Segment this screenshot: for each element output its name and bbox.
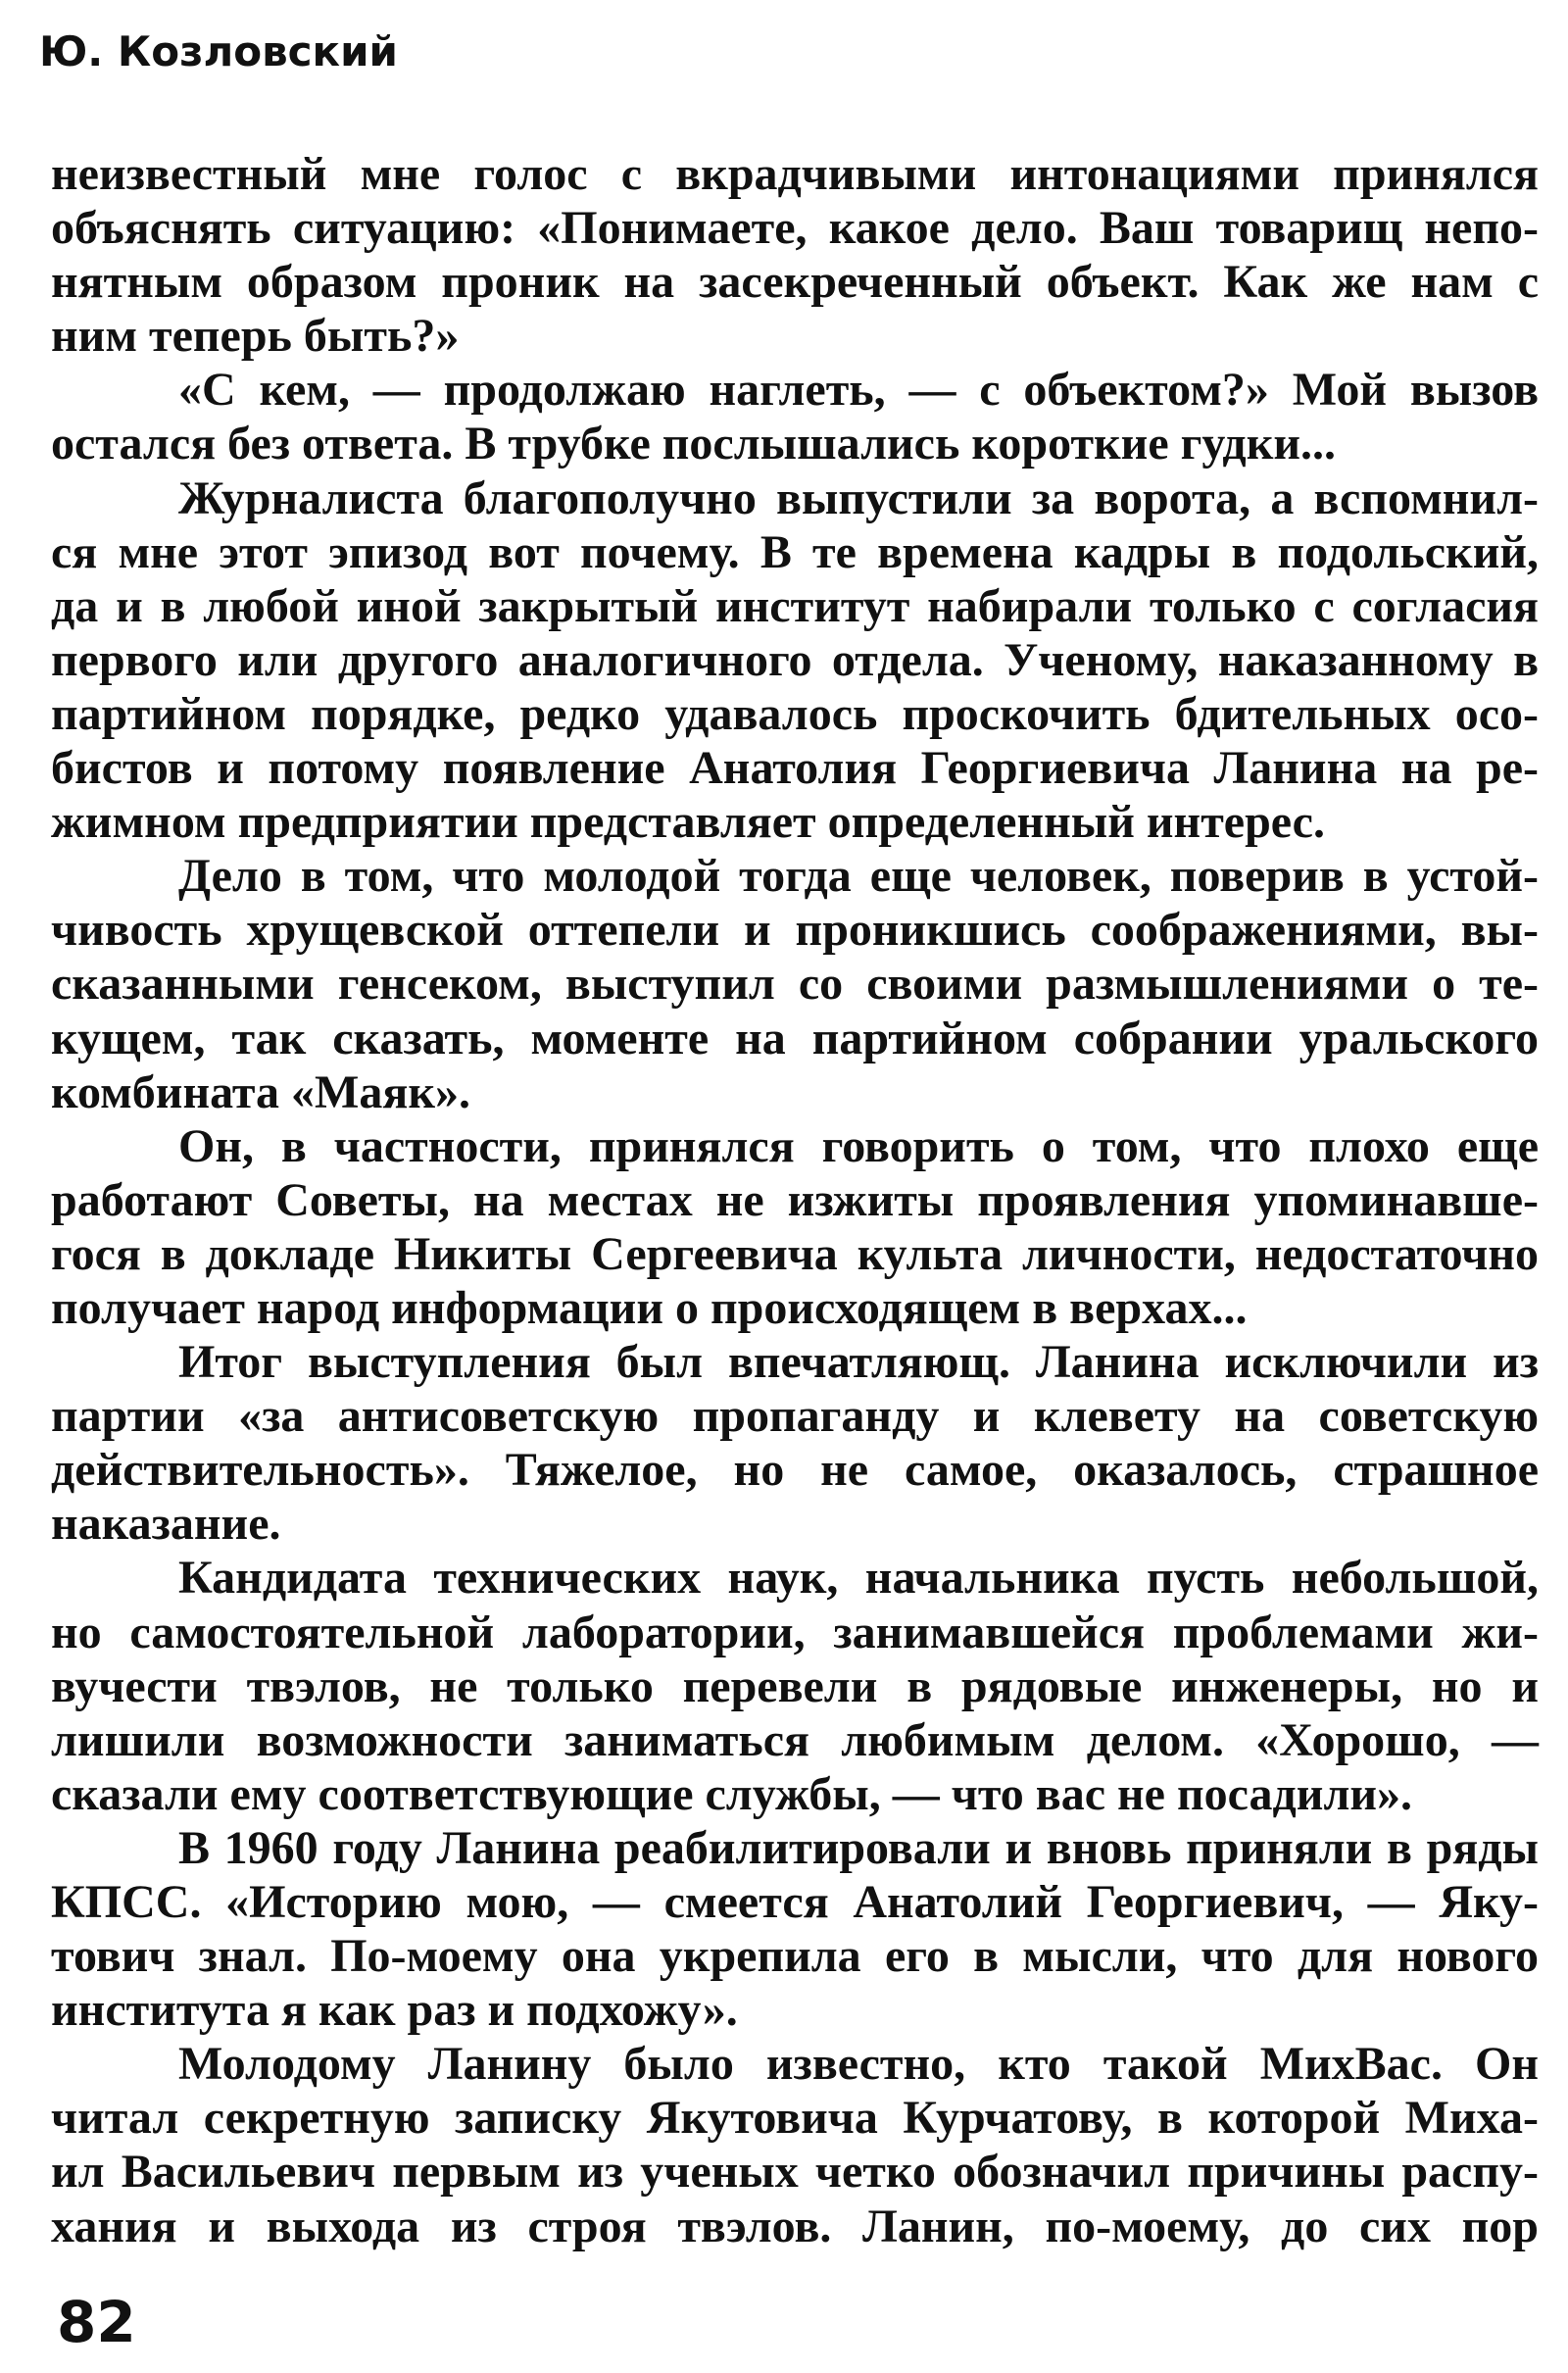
text-line: гося в докладе Никиты Сергеевича культа личности, недостаточно — [51, 1227, 1539, 1280]
text-line: партии «за антисоветскую пропаганду и клевету на советскую — [51, 1390, 1539, 1443]
text-line: КПСС. «Историю мою, — смеется Анатолий Георгиевич, — Яку- — [51, 1876, 1539, 1928]
text-line: Молодому Ланину было известно, кто такой МихВас. Он — [178, 2038, 1539, 2091]
text-line: объяснять ситуацию: «Понимаете, какое дело. Ваш товарищ непо- — [51, 202, 1539, 255]
text-line: сказанными генсеком, выступил со своими размышлениями о те- — [51, 958, 1539, 1011]
text-line: ним теперь быть?» — [51, 310, 460, 363]
text-line: получает народ информации о происходящем в верхах... — [51, 1281, 1248, 1334]
text-line: наказание. — [51, 1498, 281, 1551]
text-line: хания и выхода из строя твэлов. Ланин, по-моему, до сих пор — [51, 2200, 1539, 2252]
text-line: сказали ему соответствующие службы, — что вас не посадили». — [51, 1767, 1413, 1820]
text-line: Дело в том, что молодой тогда еще человек, поверив в устой- — [178, 850, 1539, 903]
text-line: ся мне этот эпизод вот почему. В те времена кадры в подольский, — [51, 525, 1539, 578]
text-line: Журналиста благополучно выпустили за ворота, а вспомнил- — [178, 471, 1539, 524]
text-line: остался без ответа. В трубке послышались короткие гудки... — [51, 418, 1336, 470]
text-line: Кандидата технических наук, начальника пусть небольшой, — [178, 1552, 1539, 1605]
text-line: лишили возможности заниматься любимым делом. «Хорошо, — — [51, 1713, 1539, 1766]
text-line: но самостоятельной лаборатории, занимавшейся проблемами жи- — [51, 1606, 1539, 1658]
text-line: вучести твэлов, не только перевели в рядовые инженеры, но и — [51, 1659, 1539, 1712]
text-line: да и в любой иной закрытый институт набирали только с согласия — [51, 579, 1539, 632]
text-line: жимном предприятии представляет определенный интерес. — [51, 796, 1325, 849]
body-text — [51, 147, 1539, 2253]
text-line: «С кем, — продолжаю наглеть, — с объектом?» Мой вызов — [178, 364, 1539, 417]
text-line: нятным образом проник на засекреченный объект. Как же нам с — [51, 256, 1539, 309]
text-line: первого или другого аналогичного отдела. Ученому, наказанному в — [51, 633, 1539, 686]
text-line: института я как раз и подхожу». — [51, 1984, 738, 2037]
text-line: комбината «Маяк». — [51, 1065, 470, 1118]
text-line: читал секретную записку Якутовича Курчатову, в которой Миха- — [51, 2092, 1539, 2145]
text-line: тович знал. По-моему она укрепила его в мысли, что для нового — [51, 1930, 1539, 1983]
text-line: В 1960 году Ланина реабилитировали и вновь приняли в ряды — [178, 1821, 1539, 1874]
page-number: 82 — [57, 2289, 136, 2355]
text-line: партийном порядке, редко удавалось проскочить бдительных осо- — [51, 687, 1539, 740]
text-line: действительность». Тяжелое, но не самое, оказалось, страшное — [51, 1444, 1539, 1497]
running-head: Ю. Козловский — [39, 27, 398, 75]
text-line: бистов и потому появление Анатолия Георгиевича Ланина на ре- — [51, 742, 1539, 795]
text-line: кущем, так сказать, моменте на партийном собрании уральского — [51, 1012, 1539, 1064]
text-line: Итог выступления был впечатляющ. Ланина исключили из — [178, 1336, 1539, 1389]
text-line: работают Советы, на местах не изжиты проявления упоминавше- — [51, 1173, 1539, 1226]
text-line: Он, в частности, принялся говорить о том, что плохо еще — [178, 1119, 1539, 1172]
text-line: неизвестный мне голос с вкрадчивыми интонациями принялся — [51, 148, 1539, 200]
text-line: чивость хрущевской оттепели и проникшись соображениями, вы- — [51, 904, 1539, 957]
text-line: ил Васильевич первым из ученых четко обозначил причины распу- — [51, 2146, 1539, 2199]
